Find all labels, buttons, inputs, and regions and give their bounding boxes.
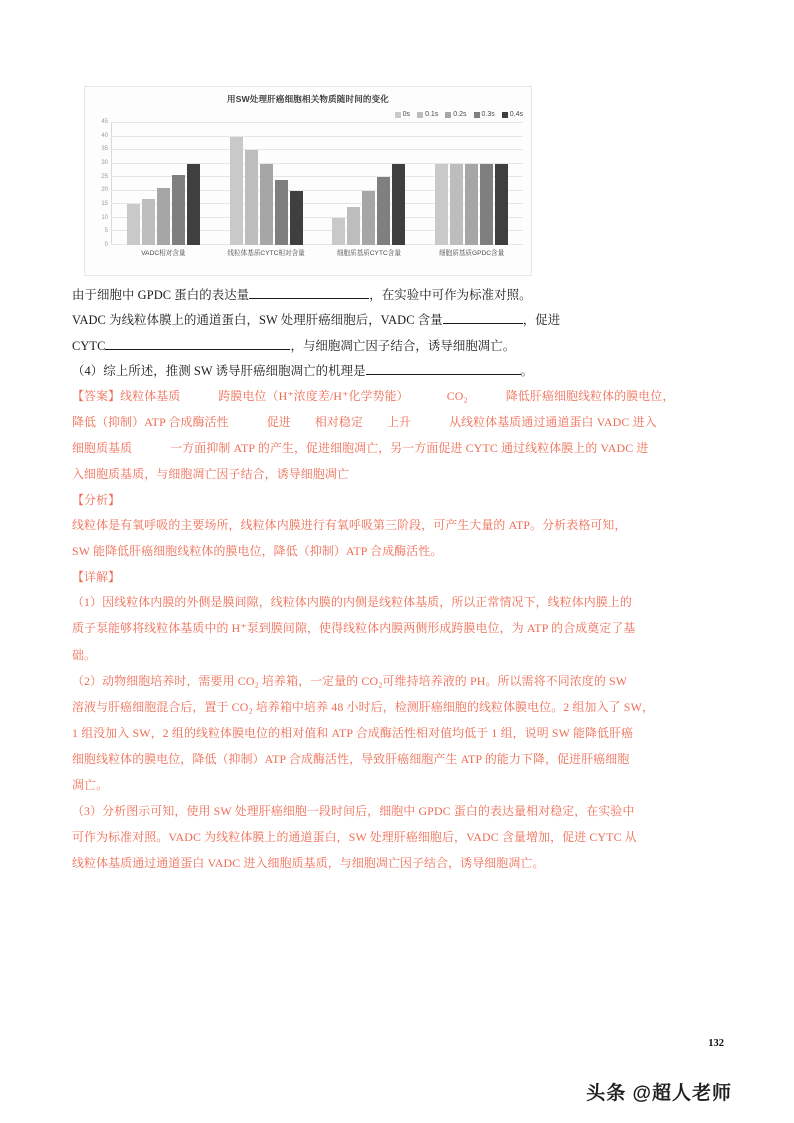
chart-bar <box>230 137 243 245</box>
chart-bar <box>275 180 288 245</box>
detail-1-line-3: 础。 <box>72 647 97 662</box>
x-axis-category-label: 细胞质基质GPDC含量 <box>439 250 505 257</box>
detail-2-line-3: 1 组没加入 SW，2 组的线粒体膜电位的相对值和 ATP 合成酶活性相对值均低于 1 组，说明 SW 能降低肝癌 <box>72 725 634 740</box>
question-line-3 <box>72 339 724 353</box>
chart-bar <box>480 164 493 245</box>
answer-item-8: 上升 <box>387 415 412 430</box>
answer-item-11: 一方面抑制 ATP 的产生，促进细胞凋亡，另一方面促进 CYTC 通过线粒体膜上的 VADC 进 <box>170 441 649 456</box>
x-axis-category-label: 细胞质基质CYTC含量 <box>336 250 401 257</box>
bar-group <box>112 123 215 245</box>
y-axis-tick-label: 40 <box>101 132 108 139</box>
q1-text-b: ，在实验中可作为标准对照。 <box>369 288 532 302</box>
legend-item <box>417 111 438 118</box>
chart-bar <box>347 207 360 245</box>
answer-item-4: 降低肝癌细胞线粒体的膜电位， <box>505 389 675 404</box>
answer-line-4: 入细胞质基质，与细胞凋亡因子结合，诱导细胞凋亡 <box>72 467 349 482</box>
y-axis-tick-label: 45 <box>101 119 108 125</box>
chart-bar <box>260 164 273 245</box>
detail-3-line-1: （3）分析图示可知，使用 SW 处理肝癌细胞一段时间后，细胞中 GPDC 蛋白的表达量相对稳定，在实验中 <box>72 803 635 818</box>
answer-line-2 <box>72 415 724 429</box>
answer-section <box>72 389 724 481</box>
detail-3-line-3: 线粒体基质通过通道蛋白 VADC 进入细胞质基质，与细胞凋亡因子结合，诱导细胞凋亡。 <box>72 855 545 870</box>
chart-bar <box>142 199 155 245</box>
chart-bar <box>172 175 185 245</box>
y-axis-tick-label: 25 <box>101 173 108 180</box>
chart-bar <box>377 177 390 245</box>
legend-label-01s: 0.1s <box>425 111 439 118</box>
legend-label-03s: 0.3s <box>481 111 495 118</box>
answer-item-3: CO₂ <box>446 389 468 404</box>
document-body <box>72 288 724 882</box>
answer-item-5: 降低（抑制）ATP 合成酶活性 <box>72 415 229 430</box>
detail-1-line-1: （1）因线粒体内膜的外侧是膜间隙，线粒体内膜的内侧是线粒体基质，所以正常情况下，线粒体内膜上的 <box>72 595 632 610</box>
q1-text-a: 由于细胞中 GPDC 蛋白的表达量 <box>72 288 250 302</box>
legend-label-02s: 0.2s <box>453 111 467 118</box>
detail-section <box>72 570 724 870</box>
answer-tag: 【答案】 <box>72 389 121 404</box>
chart-bar <box>157 188 170 245</box>
y-axis-tick-label: 15 <box>101 201 108 208</box>
legend-item <box>445 111 466 118</box>
answer-blank[interactable] <box>366 374 521 375</box>
chart-bar <box>290 191 303 245</box>
chart-legend <box>395 111 523 118</box>
answer-line-1 <box>72 389 724 403</box>
y-axis-tick-label: 0 <box>104 242 108 248</box>
y-axis-tick-label: 35 <box>101 146 108 153</box>
legend-item <box>502 111 523 118</box>
legend-swatch-04s <box>502 112 508 118</box>
legend-swatch-03s <box>474 112 480 118</box>
chart-bar <box>465 164 478 245</box>
analysis-tag: 【分析】 <box>72 493 121 508</box>
chart-bar <box>362 191 375 245</box>
bar-group <box>215 123 318 245</box>
page-number: 132 <box>708 1038 724 1049</box>
analysis-paragraph-2: SW 能降低肝癌细胞线粒体的膜电位，降低（抑制）ATP 合成酶活性。 <box>72 544 443 559</box>
chart-title: 用SW处理肝癌细胞相关物质随时间的变化 <box>227 94 389 104</box>
answer-item-6: 促进 <box>266 415 291 430</box>
chart-bar <box>127 204 140 245</box>
answer-blank[interactable] <box>249 298 369 299</box>
answer-item-7: 相对稳定 <box>314 415 363 430</box>
legend-swatch-02s <box>445 112 451 118</box>
bar-chart-figure <box>84 86 532 276</box>
detail-3-line-2: 可作为标准对照。VADC 为线粒体膜上的通道蛋白，SW 处理肝癌细胞后，VADC 含量增加，促进 CYTC 从 <box>72 829 637 844</box>
detail-2-line-2: 溶液与肝癌细胞混合后，置于 CO₂ 培养箱中培养 48 小时后，检测肝癌细胞的线粒体膜电位。2 组加入了 SW， <box>72 699 654 714</box>
answer-line-3 <box>72 441 724 455</box>
answer-item-10: 细胞质基质 <box>72 441 133 456</box>
bar-group <box>420 123 523 245</box>
detail-2-line-5: 凋亡。 <box>72 777 109 792</box>
answer-blank[interactable] <box>443 323 523 324</box>
analysis-section <box>72 493 724 558</box>
q3-text-a: CYTC <box>72 338 106 353</box>
legend-label-0s: 0s <box>402 111 411 118</box>
chart-bar <box>332 218 345 245</box>
q4-text-b: 。 <box>520 363 534 378</box>
question-line-2 <box>72 313 724 327</box>
y-axis-tick-label: 20 <box>101 187 108 194</box>
x-axis-category-label: VADC相对含量 <box>141 250 186 257</box>
chart-bar <box>187 164 200 245</box>
y-axis-tick-label: 5 <box>104 228 108 235</box>
q4-text-a: （4）综上所述，推测 SW 诱导肝癌细胞凋亡的机理是 <box>72 363 366 378</box>
question-line-4 <box>72 364 724 378</box>
chart-x-axis-labels <box>112 247 523 257</box>
legend-swatch-0s <box>395 112 401 118</box>
detail-2-line-4: 细胞线粒体的膜电位，降低（抑制）ATP 合成酶活性，导致肝癌细胞产生 ATP 的能力下降，促进肝癌细胞 <box>72 751 630 766</box>
analysis-paragraph-1: 线粒体是有氧呼吸的主要场所，线粒体内膜进行有氧呼吸第三阶段，可产生大量的 ATP。分析表格可知， <box>72 518 627 533</box>
chart-plot-area <box>101 119 523 248</box>
q2-text-b: ，促进 <box>522 313 561 328</box>
detail-1-line-2: 质子泵能够将线粒体基质中的 H⁺泵到膜间隙，使得线粒体内膜两侧形成跨膜电位，为 ATP 的合成奠定了基 <box>72 621 636 636</box>
answer-item-9: 从线粒体基质通过通道蛋白 VADC 进入 <box>449 415 657 430</box>
chart-bar <box>392 164 405 245</box>
legend-item <box>395 111 410 118</box>
answer-item-2: 跨膜电位（H⁺浓度差/H⁺化学势能） <box>218 389 409 404</box>
detail-tag: 【详解】 <box>72 570 121 585</box>
chart-bar-groups <box>112 123 523 245</box>
watermark: 头条 @超人老师 <box>586 1083 732 1104</box>
question-line-1 <box>72 288 724 302</box>
detail-2-line-1: （2）动物细胞培养时，需要用 CO₂ 培养箱，一定量的 CO₂可维持培养液的 PH。所以需将不同浓度的 SW <box>72 673 628 688</box>
answer-blank[interactable] <box>105 349 290 350</box>
legend-swatch-01s <box>417 112 423 118</box>
chart-bar <box>435 164 448 245</box>
answer-item-1: 线粒体基质 <box>120 389 181 404</box>
q2-text-a: VADC 为线粒体膜上的通道蛋白，SW 处理肝癌细胞后，VADC 含量 <box>72 313 443 328</box>
y-axis-tick-label: 30 <box>101 160 108 167</box>
q3-text-b: ，与细胞凋亡因子结合，诱导细胞凋亡。 <box>290 338 516 353</box>
chart-bar <box>450 164 463 245</box>
legend-item <box>474 111 495 118</box>
chart-bar <box>495 164 508 245</box>
legend-label-04s: 0.4s <box>509 111 523 118</box>
chart-bar <box>245 150 258 245</box>
x-axis-category-label: 线粒体基质CYTC相对含量 <box>227 250 305 257</box>
bar-group <box>318 123 421 245</box>
y-axis-tick-label: 10 <box>101 214 108 221</box>
